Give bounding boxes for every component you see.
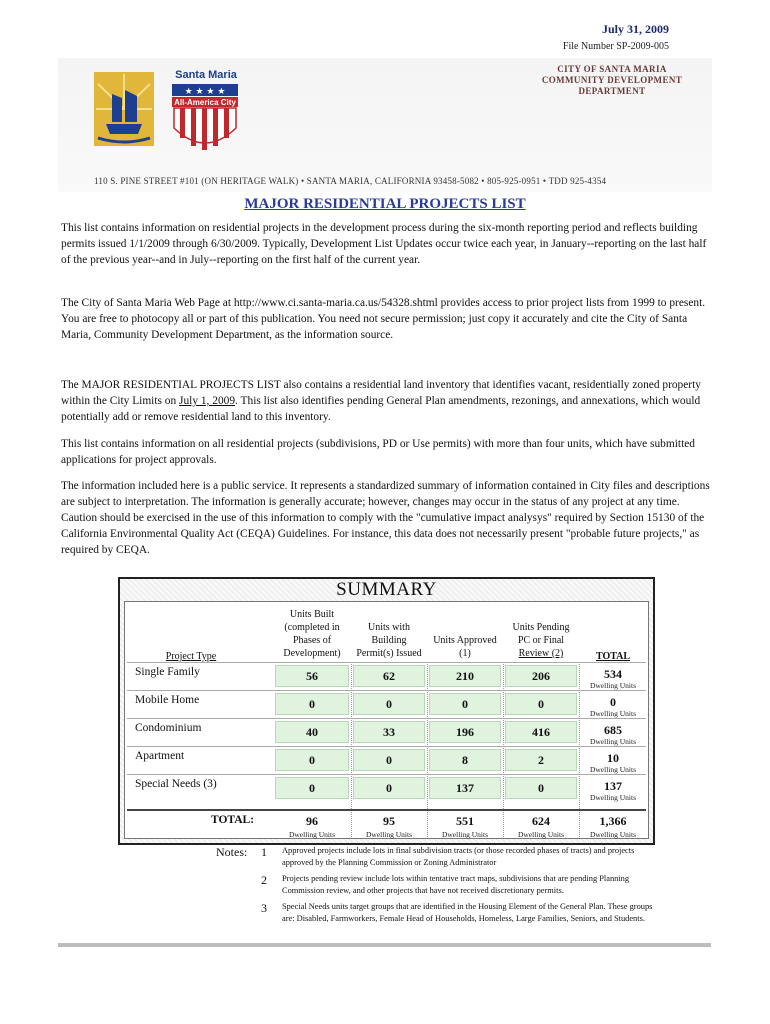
cell-pending: 0 — [505, 693, 577, 715]
cell-pending: 416 — [505, 721, 577, 743]
disclaimer-paragraph: The information included here is a public service. It represents a standardized summary of information contained in City files and descriptions are subject to interpretation. The information is generally accurate; however, changes may occur in the status of any project at any time. Caution should be exercised in the use of this information to comply with the "cumulative impact analysys" required by Section 15130 of the California Environmental Quality Act (CEQA) Guidelines. For instance, this data does not necessarily present "probable future projects," as required by CEQA. — [61, 480, 710, 556]
total-pending: 624 — [532, 814, 550, 828]
unit-label: Dwelling Units — [589, 737, 637, 746]
letterhead — [58, 58, 712, 192]
cell-pending: 2 — [505, 749, 577, 771]
row-project-type: Single Family — [135, 666, 200, 678]
note-text: Special Needs units target groups that are identified in the Housing Element of the General Plan. These groups are: Disabled, Farmworkers, Female Head of Households, Homeless, Large Families, Seniors, and Students. — [282, 902, 653, 923]
note-number: 3 — [261, 901, 267, 915]
department-name: CITY OF SANTA MARIA COMMUNITY DEVELOPMENT DEPARTMENT — [541, 64, 683, 96]
header-total: TOTAL — [595, 651, 631, 662]
row-total: 534 — [604, 667, 622, 681]
unit-label: Dwelling Units — [589, 830, 637, 839]
cell-permits: 0 — [353, 749, 425, 771]
cell-permits: 0 — [353, 693, 425, 715]
cell-approved: 0 — [429, 693, 501, 715]
department-address: 110 S. PINE STREET #101 (ON HERITAGE WALK) • SANTA MARIA, CALIFORNIA 93458-5082 • 805-925-0951 • TDD 925-4354 — [94, 176, 607, 186]
unit-label: Dwelling Units — [288, 830, 336, 839]
row-project-type: Mobile Home — [135, 694, 200, 706]
seal-title: Santa Maria — [175, 69, 237, 81]
cell-permits: 33 — [353, 721, 425, 743]
footer-divider — [58, 943, 711, 947]
header-units-approved: Units Approved (1) — [433, 635, 497, 659]
note-number: 2 — [261, 873, 267, 887]
cell-pending: 0 — [505, 777, 577, 799]
note-number: 1 — [261, 845, 267, 859]
unit-label: Dwelling Units — [589, 765, 637, 774]
cell-permits: 0 — [353, 777, 425, 799]
cell-approved: 137 — [429, 777, 501, 799]
cell-built: 0 — [275, 777, 349, 799]
header-project-type: Project Type — [165, 651, 217, 662]
total-built: 96 — [306, 814, 318, 828]
row-total: 10 — [607, 751, 619, 765]
header-units-pending: Units Pending PC or Final Review (2) — [512, 622, 570, 659]
row-project-type: Condominium — [135, 722, 202, 734]
total-approved: 551 — [456, 814, 474, 828]
cell-approved: 8 — [429, 749, 501, 771]
unit-label: Dwelling Units — [517, 830, 565, 839]
note-text: Approved projects include lots in final subdivision tracts (or those recorded phases of tracts) and projects approved by the Planning Commission or Zoning Administrator — [282, 846, 635, 867]
cell-approved: 210 — [429, 665, 501, 687]
page-title: MAJOR RESIDENTIAL PROJECTS LIST — [244, 196, 526, 212]
row-total: 0 — [610, 695, 616, 709]
seal-subtitle: All-America City — [174, 98, 236, 107]
header-units-permits: Units with Building Permit(s) Issued — [356, 622, 422, 659]
scope-paragraph: This list contains information on all residential projects (subdivisions, PD or Use permits) with more than four units, which have submitted applications for project approvals. — [61, 438, 695, 466]
summary-grid — [124, 601, 649, 839]
summary-table — [118, 577, 655, 845]
cell-built: 56 — [275, 665, 349, 687]
unit-label: Dwelling Units — [589, 681, 637, 690]
document-date: July 31, 2009 — [601, 22, 669, 36]
row-total: 137 — [604, 779, 622, 793]
cell-built: 0 — [275, 693, 349, 715]
total-grand: 1,366 — [599, 814, 627, 828]
cell-built: 40 — [275, 721, 349, 743]
svg-text:★ ★ ★ ★: ★ ★ ★ ★ — [184, 87, 226, 97]
city-seal-icon — [94, 66, 244, 162]
header-units-built: Units Built (completed in Phases of Development) — [283, 609, 341, 659]
cell-pending: 206 — [505, 665, 577, 687]
file-number: File Number SP-2009-005 — [562, 41, 669, 52]
unit-label: Dwelling Units — [441, 830, 489, 839]
cell-approved: 196 — [429, 721, 501, 743]
unit-label: Dwelling Units — [365, 830, 413, 839]
row-project-type: Special Needs (3) — [135, 778, 217, 790]
unit-label: Dwelling Units — [589, 709, 637, 718]
intro-paragraph: This list contains information on residential projects in the development process during the six-month reporting period and reflects building permits issued 1/1/2009 through 6/30/2009. Typically, Development List Updates occur twice each year, in January--reporting on the last half of the previous year--and in July--reporting on the first half of the current year. — [61, 222, 707, 266]
notes-label: Notes: — [216, 845, 248, 859]
total-permits: 95 — [383, 814, 395, 828]
totals-label: TOTAL: — [211, 814, 255, 826]
note-text: Projects pending review include lots within tentative tract maps, subdivisions that are pending Planning Commission review, and other projects that have not received discretionary permits. — [282, 874, 630, 895]
row-project-type: Apartment — [135, 750, 185, 762]
row-total: 685 — [604, 723, 622, 737]
land-inventory-paragraph: The MAJOR RESIDENTIAL PROJECTS LIST also contains a residential land inventory that identifies vacant, residentially zoned property within the City Limits on July 1, 2009. This list also identifies pending General Plan amendments, rezonings, and annexations, which would potentially add or remove residential land to this inventory. — [61, 379, 701, 423]
summary-title: SUMMARY — [336, 579, 437, 600]
web-page-paragraph: The City of Santa Maria Web Page at http://www.ci.santa-maria.ca.us/54328.shtml provides access to prior project lists from 1999 to present. You are free to photocopy all or part of this publication. You need not secure permission; just copy it accurately and cite the City of Santa Maria, Community Development Department, as the information source. — [61, 297, 706, 341]
cell-permits: 62 — [353, 665, 425, 687]
unit-label: Dwelling Units — [589, 793, 637, 802]
cell-built: 0 — [275, 749, 349, 771]
